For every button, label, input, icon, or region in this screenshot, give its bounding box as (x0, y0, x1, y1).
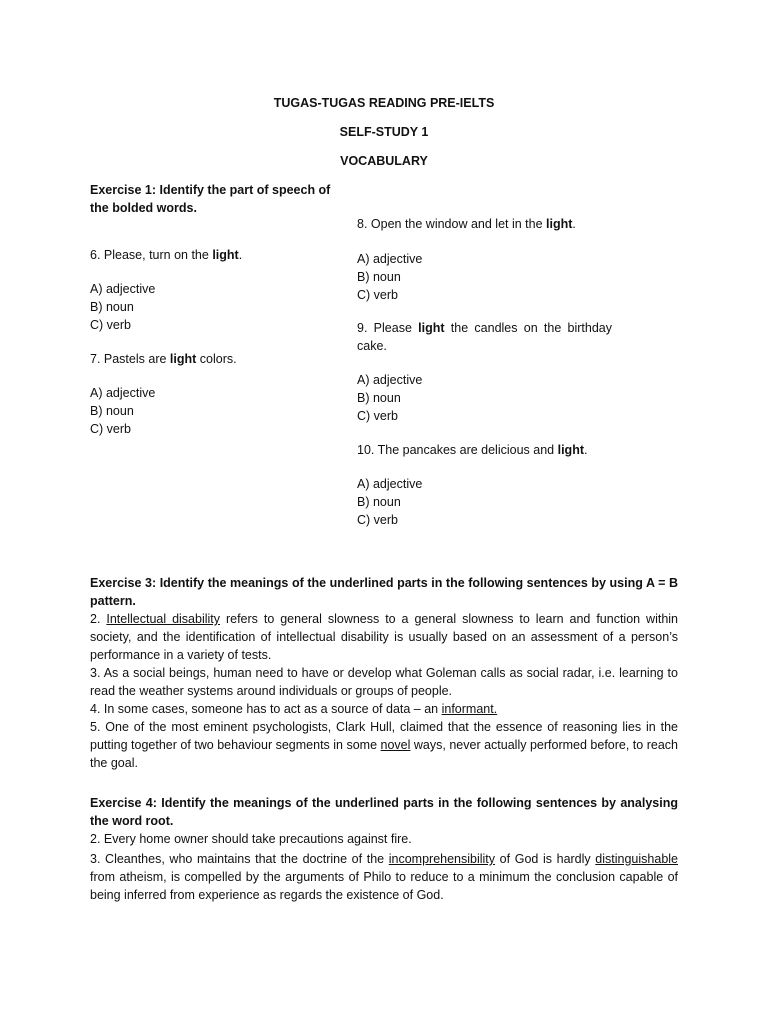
option-c: C) verb (90, 318, 131, 332)
section-title: VOCABULARY (340, 154, 428, 168)
option-c: C) verb (357, 513, 398, 527)
option-a: A) adjective (357, 252, 423, 266)
option-b: B) noun (90, 404, 134, 418)
question-10-options (357, 475, 422, 529)
exercise-3-item-4: 4. In some cases, someone has to act as a source of data – an informant. (90, 702, 498, 716)
question-text: 7. Pastels are light colors. (90, 352, 237, 366)
underlined-term: informant. (441, 702, 498, 716)
option-b: B) noun (357, 391, 401, 405)
question-9 (357, 319, 612, 355)
option-b: B) noun (357, 270, 401, 284)
question-7 (90, 350, 350, 368)
question-10 (357, 441, 617, 459)
question-text: 9. Please light the candles on the birthday cake. (357, 321, 613, 353)
option-c: C) verb (357, 288, 398, 302)
option-a: A) adjective (357, 477, 423, 491)
question-8-options (357, 250, 422, 304)
exercise-3 (90, 574, 678, 772)
document-title: TUGAS-TUGAS READING PRE-IELTS (273, 96, 495, 110)
question-8 (357, 215, 617, 233)
option-a: A) adjective (357, 373, 423, 387)
exercise-4-item-3: 3. Cleanthes, who maintains that the doctrine of the incomprehensibility of God is hardly distinguishable from atheism, is compelled by the arguments of Philo to reduce to a minimum the conclusion capable of being inferred from experience as regards the existence of God. (90, 852, 678, 902)
exercise-4 (90, 794, 678, 904)
exercise-4-item-2: 2. Every home owner should take precautions against fire. (90, 832, 412, 846)
exercise-3-item-3: 3. As a social beings, human need to have or develop what Goleman calls as social radar, i.e. learning to read the weather systems around individuals or groups of people. (90, 666, 678, 698)
exercise-3-heading: Exercise 3: Identify the meanings of the underlined parts in the following sentences by using A = B pattern. (90, 576, 678, 608)
question-6-options (90, 280, 155, 334)
option-a: A) adjective (90, 386, 156, 400)
underlined-term: novel (380, 738, 411, 752)
underlined-term: distinguishable (595, 852, 678, 866)
question-text: 10. The pancakes are delicious and light. (357, 443, 588, 457)
option-b: B) noun (90, 300, 134, 314)
question-9-options (357, 371, 422, 425)
option-c: C) verb (357, 409, 398, 423)
question-text: 6. Please, turn on the light. (90, 248, 243, 262)
underlined-term: Intellectual disability (106, 612, 221, 626)
exercise-3-item-2: 2. Intellectual disability refers to general slowness to a general slowness to learn and function within society, and the identification of intellectual disability is usually based on an assessment of a person’s performance in a variety of tests. (90, 612, 679, 662)
exercise-1-heading: Exercise 1: Identify the part of speech of the bolded words. (90, 183, 331, 215)
question-text: 8. Open the window and let in the light. (357, 217, 576, 231)
option-b: B) noun (357, 495, 401, 509)
exercise-4-heading: Exercise 4: Identify the meanings of the underlined parts in the following sentences by analysing the word root. (90, 796, 678, 828)
question-6 (90, 246, 350, 264)
exercise-3-item-5: 5. One of the most eminent psychologists, Clark Hull, claimed that the essence of reasoning lies in the putting together of two behaviour segments in some novel ways, never actually performed before, to reach the goal. (90, 720, 678, 770)
document-subtitle: SELF-STUDY 1 (339, 125, 429, 139)
underlined-term: incomprehensibility (388, 852, 496, 866)
question-7-options (90, 384, 155, 438)
option-a: A) adjective (90, 282, 156, 296)
option-c: C) verb (90, 422, 131, 436)
